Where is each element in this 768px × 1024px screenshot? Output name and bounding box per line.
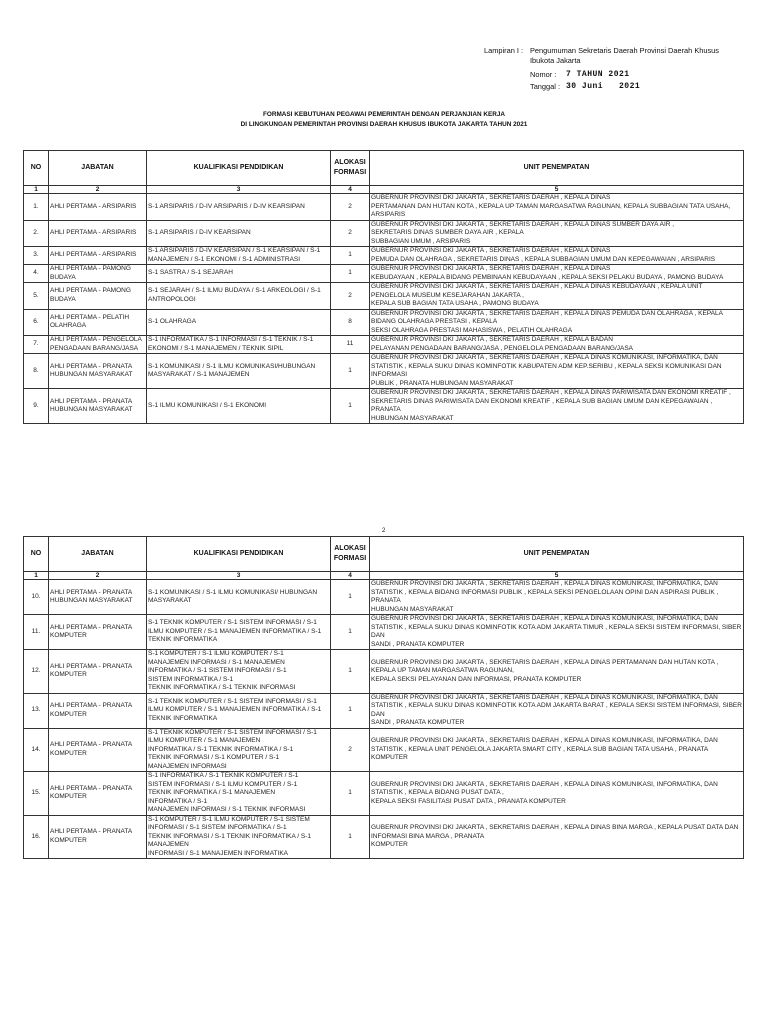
cell-unit-penempatan: GUBERNUR PROVINSI DKI JAKARTA , SEKRETARIS DAERAH , KEPALA DINAS KOMUNIKASI, INFORMATIKA, DAN STATISTIK , KEPALA SUKU DINAS KOMINFOTIK KOTA ADM JAKARTA TIMUR , KEPALA SEKSI SISTEM INFORMASI, SIBER DAN SANDI , PRANATA KOMPUTER <box>370 615 744 650</box>
cell-jabatan: AHLI PERTAMA - PRANATA KOMPUTER <box>49 728 147 772</box>
cell-kualifikasi: S-1 TEKNIK KOMPUTER / S-1 SISTEM INFORMASI / S-1 ILMU KOMPUTER / S-1 MANAJEMEN INFORMATIKA / S-1 TEKNIK INFORMATIKA / S-1 TEKNIK INFORMASI / S-1 KOMPUTER / S-1 MANAJEMEN INFORMASI <box>147 728 331 772</box>
cell-jabatan: AHLI PERTAMA - PENGELOLA PENGADAAN BARANG/JASA <box>49 336 147 354</box>
cell-alokasi: 1 <box>331 247 370 265</box>
table-row <box>24 693 744 728</box>
col-number-2: 2 <box>49 186 147 194</box>
table-row <box>24 194 744 221</box>
nomor-block <box>530 69 640 93</box>
col-number-1: 1 <box>24 572 49 580</box>
cell-no: 6. <box>24 309 49 336</box>
col-header-alokasi: ALOKASI FORMASI <box>331 151 370 186</box>
cell-no: 13. <box>24 693 49 728</box>
col-number-4: 4 <box>331 572 370 580</box>
cell-alokasi: 8 <box>331 309 370 336</box>
cell-jabatan: AHLI PERTAMA - PAMONG BUDAYA <box>49 265 147 283</box>
table-row <box>24 615 744 650</box>
col-header-jabatan: JABATAN <box>49 151 147 186</box>
cell-kualifikasi: S-1 ARSIPARIS / D-IV KEARSIPAN / S-1 KEARSIPAN / S-1 MANAJEMEN / S-1 EKONOMI / S-1 ADMINISTRASI <box>147 247 331 265</box>
table-row <box>24 265 744 283</box>
table-1-body <box>24 194 744 424</box>
cell-unit-penempatan: GUBERNUR PROVINSI DKI JAKARTA , SEKRETARIS DAERAH , KEPALA DINAS KOMUNIKASI, INFORMATIKA, DAN STATISTIK , KEPALA UNIT PENGELOLA JAKARTA SMART CITY , KEPALA SUB BAGIAN TATA USAHA , PRANATA KOMPUTER <box>370 728 744 772</box>
cell-jabatan: AHLI PERTAMA - ARSIPARIS <box>49 194 147 221</box>
cell-kualifikasi: S-1 KOMUNIKASI / S-1 ILMU KOMUNIKASI/HUBUNGAN MASYARAKAT / S-1 MANAJEMEN <box>147 354 331 389</box>
cell-jabatan: AHLI PERTAMA - PRANATA HUBUNGAN MASYARAKAT <box>49 354 147 389</box>
cell-no: 4. <box>24 265 49 283</box>
cell-kualifikasi: S-1 ARSIPARIS / D-IV KEARSIPAN <box>147 220 331 247</box>
table-row <box>24 220 744 247</box>
table-row <box>24 580 744 615</box>
cell-unit-penempatan: GUBERNUR PROVINSI DKI JAKARTA , SEKRETARIS DAERAH , KEPALA DINAS KOMUNIKASI, INFORMATIKA, DAN STATISTIK , KEPALA BIDANG INFORMASI PUBLIK , KEPALA SEKSI PENGELOLAAN OPINI DAN ASPIRASI PUBLIK , PRANATA HUBUNGAN MASYARAKAT <box>370 580 744 615</box>
cell-alokasi: 1 <box>331 580 370 615</box>
cell-no: 3. <box>24 247 49 265</box>
cell-alokasi: 1 <box>331 693 370 728</box>
cell-no: 8. <box>24 354 49 389</box>
table-2-body <box>24 580 744 859</box>
col-number-5: 5 <box>370 572 744 580</box>
col-header-kualifikasi: KUALIFIKASI PENDIDIKAN <box>147 537 331 572</box>
col-number-5: 5 <box>370 186 744 194</box>
cell-kualifikasi: S-1 SEJARAH / S-1 ILMU BUDAYA / S-1 ARKEOLOGI / S-1 ANTROPOLOGI <box>147 283 331 310</box>
cell-kualifikasi: S-1 KOMPUTER / S-1 ILMU KOMPUTER / S-1 SISTEM INFORMASI / S-1 SISTEM INFORMATIKA / S-1 TEKNIK INFORMASI / S-1 TEKNIK INFORMATIKA / S-1 MANAJEMEN INFORMASI / S-1 MANAJEMEN INFORMATIKA <box>147 815 331 859</box>
cell-unit-penempatan: GUBERNUR PROVINSI DKI JAKARTA , SEKRETARIS DAERAH , KEPALA DINAS PEMUDA DAN OLAHRAGA , SEKRETARIS DINAS , KEPALA SUBBAGIAN UMUM DAN KEPEGAWAIAN , ARSIPARIS <box>370 247 744 265</box>
table-row <box>24 772 744 816</box>
lampiran-label: Lampiran I : <box>484 46 524 55</box>
table-row <box>24 247 744 265</box>
cell-unit-penempatan: GUBERNUR PROVINSI DKI JAKARTA , SEKRETARIS DAERAH , KEPALA DINAS PERTAMANAN DAN HUTAN KOTA , KEPALA UP TAMAN MARGASATWA RAGUNAN, KEPALA SEKSI PELAYANAN DAN INFORMASI, PRANATA KOMPUTER <box>370 650 744 694</box>
cell-jabatan: AHLI PERTAMA - ARSIPARIS <box>49 247 147 265</box>
tanggal-value: 30 Juni 2021 <box>566 82 641 91</box>
cell-no: 11. <box>24 615 49 650</box>
cell-no: 14. <box>24 728 49 772</box>
cell-jabatan: AHLI PERTAMA - PRANATA KOMPUTER <box>49 815 147 859</box>
table-row <box>24 650 744 694</box>
cell-alokasi: 2 <box>331 220 370 247</box>
cell-alokasi: 1 <box>331 354 370 389</box>
cell-no: 12. <box>24 650 49 694</box>
table-row <box>24 354 744 389</box>
formasi-table-2 <box>23 536 744 859</box>
document-title: FORMASI KEBUTUHAN PEGAWAI PEMERINTAH DENGAN PERJANJIAN KERJA <box>262 111 506 118</box>
cell-kualifikasi: S-1 TEKNIK KOMPUTER / S-1 SISTEM INFORMASI / S-1 ILMU KOMPUTER / S-1 MANAJEMEN INFORMATIKA / S-1 TEKNIK INFORMATIKA <box>147 693 331 728</box>
cell-jabatan: AHLI PERTAMA - PRANATA HUBUNGAN MASYARAKAT <box>49 389 147 424</box>
cell-unit-penempatan: GUBERNUR PROVINSI DKI JAKARTA , SEKRETARIS DAERAH , KEPALA DINAS PARIWISATA DAN EKONOMI KREATIF , SEKRETARIS DINAS PARIWISATA DAN EKONOMI KREATIF , KEPALA SUB BAGIAN UMUM DAN KEPEGAWAIAN , PRANATA HUBUNGAN MASYARAKAT <box>370 389 744 424</box>
col-number-3: 3 <box>147 186 331 194</box>
cell-no: 15. <box>24 772 49 816</box>
cell-jabatan: AHLI PERTAMA - PRANATA KOMPUTER <box>49 615 147 650</box>
cell-jabatan: AHLI PERTAMA - PRANATA KOMPUTER <box>49 693 147 728</box>
col-number-4: 4 <box>331 186 370 194</box>
col-number-3: 3 <box>147 572 331 580</box>
cell-alokasi: 1 <box>331 265 370 283</box>
page-number: 2 <box>382 528 386 534</box>
document-subtitle: DI LINGKUNGAN PEMERINTAH PROVINSI DAERAH KHUSUS IBUKOTA JAKARTA TAHUN 2021 <box>240 121 528 128</box>
cell-alokasi: 1 <box>331 772 370 816</box>
cell-unit-penempatan: GUBERNUR PROVINSI DKI JAKARTA , SEKRETARIS DAERAH , KEPALA BADAN PELAYANAN PENGADAAN BARANG/JASA , PENGELOLA PENGADAAN BARANG/JASA <box>370 336 744 354</box>
col-header-jabatan: JABATAN <box>49 537 147 572</box>
cell-kualifikasi: S-1 OLAHRAGA <box>147 309 331 336</box>
cell-jabatan: AHLI PERTAMA - ARSIPARIS <box>49 220 147 247</box>
cell-unit-penempatan: GUBERNUR PROVINSI DKI JAKARTA , SEKRETARIS DAERAH , KEPALA DINAS KEBUDAYAAN , KEPALA UNIT PENGELOLA MUSEUM KESEJARAHAN JAKARTA , KEPALA SUB BAGIAN TATA USAHA , PAMONG BUDAYA <box>370 283 744 310</box>
cell-alokasi: 1 <box>331 615 370 650</box>
cell-kualifikasi: S-1 SASTRA / S-1 SEJARAH <box>147 265 331 283</box>
nomor-value: 7 TAHUN 2021 <box>566 70 630 79</box>
cell-unit-penempatan: GUBERNUR PROVINSI DKI JAKARTA , SEKRETARIS DAERAH , KEPALA DINAS PERTAMANAN DAN HUTAN KOTA , KEPALA UP TAMAN MARGASATWA RAGUNAN, KEPALA SUBBAGIAN TATA USAHA, ARSIPARIS <box>370 194 744 221</box>
cell-kualifikasi: S-1 ARSIPARIS / D-IV ARSIPARIS / D-IV KEARSIPAN <box>147 194 331 221</box>
cell-unit-penempatan: GUBERNUR PROVINSI DKI JAKARTA , SEKRETARIS DAERAH , KEPALA DINAS KEBUDAYAAN , KEPALA BIDANG PEMBINAAN KEBUDAYAAN , KEPALA SEKSI PELAKU BUDAYA , PAMONG BUDAYA <box>370 265 744 283</box>
col-header-kualifikasi: KUALIFIKASI PENDIDIKAN <box>147 151 331 186</box>
cell-alokasi: 2 <box>331 283 370 310</box>
cell-kualifikasi: S-1 ILMU KOMUNIKASI / S-1 EKONOMI <box>147 389 331 424</box>
cell-unit-penempatan: GUBERNUR PROVINSI DKI JAKARTA , SEKRETARIS DAERAH , KEPALA DINAS KOMUNIKASI, INFORMATIKA, DAN STATISTIK , KEPALA SUKU DINAS KOMINFOTIK KOTA ADM JAKARTA BARAT , KEPALA SEKSI SISTEM INFORMASI, SIBER DAN SANDI , PRANATA KOMPUTER <box>371 693 742 726</box>
cell-unit-penempatan: GUBERNUR PROVINSI DKI JAKARTA , SEKRETARIS DAERAH , KEPALA DINAS SUMBER DAYA AIR , SEKRETARIS DINAS SUMBER DAYA AIR , KEPALA SUBBAGIAN UMUM , ARSIPARIS <box>370 220 744 247</box>
table-row <box>24 283 744 310</box>
cell-jabatan: AHLI PERTAMA - PRANATA KOMPUTER <box>49 772 147 816</box>
cell-alokasi: 11 <box>331 336 370 354</box>
nomor-label: Nomor : <box>530 70 557 79</box>
cell-unit-penempatan: GUBERNUR PROVINSI DKI JAKARTA , SEKRETARIS DAERAH , KEPALA DINAS PEMUDA DAN OLAHRAGA , KEPALA BIDANG OLAHRAGA PRESTASI , KEPALA SEKSI OLAHRAGA PRESTASI MAHASISWA , PELATIH OLAHRAGA <box>370 309 744 336</box>
cell-kualifikasi: S-1 INFORMATIKA / S-1 INFORMASI / S-1 TEKNIK / S-1 EKONOMI / S-1 MANAJEMEN / TEKNIK SIPIL <box>147 336 331 354</box>
cell-alokasi: 1 <box>331 650 370 694</box>
cell-no: 9. <box>24 389 49 424</box>
cell-no: 10. <box>24 580 49 615</box>
cell-kualifikasi: S-1 TEKNIK KOMPUTER / S-1 SISTEM INFORMASI / S-1 ILMU KOMPUTER / S-1 MANAJEMEN INFORMATIKA / S-1 TEKNIK INFORMATIKA <box>147 615 331 650</box>
lampiran-value: Pengumuman Sekretaris Daerah Provinsi Daerah Khusus Ibukota Jakarta <box>530 46 719 65</box>
col-header-unit: UNIT PENEMPATAN <box>370 537 744 572</box>
col-number-1: 1 <box>24 186 49 194</box>
cell-no: 16. <box>24 815 49 859</box>
cell-alokasi: 1 <box>331 815 370 859</box>
cell-kualifikasi: S-1 KOMUNIKASI / S-1 ILMU KOMUNIKASI/ HUBUNGAN MASYARAKAT <box>147 580 331 615</box>
table-row <box>24 309 744 336</box>
table-row <box>24 336 744 354</box>
cell-kualifikasi: S-1 INFORMATIKA / S-1 TEKNIK KOMPUTER / S-1 SISTEM INFORMASI / S-1 ILMU KOMPUTER / S-1 TEKNIK INFORMATIKA / S-1 MANAJEMEN INFORMATIKA / S-1 MANAJEMEN INFORMASI / S-1 TEKNIK INFORMASI <box>147 772 331 816</box>
cell-jabatan: AHLI PERTAMA - PRANATA KOMPUTER <box>49 650 147 694</box>
cell-alokasi: 2 <box>331 194 370 221</box>
tanggal-label: Tanggal : <box>530 82 560 91</box>
cell-no: 1. <box>24 194 49 221</box>
cell-kualifikasi: S-1 KOMPUTER / S-1 ILMU KOMPUTER / S-1 MANAJEMEN INFORMASI / S-1 MANAJEMEN INFORMATIKA / S-1 SISTEM INFORMASI / S-1 SISTEM INFORMATIKA / S-1 TEKNIK INFORMATIKA / S-1 TEKNIK INFORMASI <box>147 650 331 694</box>
table-row <box>24 815 744 859</box>
cell-no: 7. <box>24 336 49 354</box>
cell-no: 2. <box>24 220 49 247</box>
col-header-no: NO <box>24 537 49 572</box>
cell-jabatan: AHLI PERTAMA - PELATIH OLAHRAGA <box>49 309 147 336</box>
col-number-2: 2 <box>49 572 147 580</box>
cell-unit-penempatan: GUBERNUR PROVINSI DKI JAKARTA , SEKRETARIS DAERAH , KEPALA DINAS BINA MARGA , KEPALA PUSAT DATA DAN INFORMASI BINA MARGA , PRANATA KOMPUTER <box>370 815 744 859</box>
cell-unit-penempatan: GUBERNUR PROVINSI DKI JAKARTA , SEKRETARIS DAERAH , KEPALA DINAS KOMUNIKASI, INFORMATIKA, DAN STATISTIK , KEPALA BIDANG PUSAT DATA , KEPALA SEKSI FASILITASI PUSAT DATA , PRANATA KOMPUTER <box>370 772 744 816</box>
cell-jabatan: AHLI PERTAMA - PRANATA HUBUNGAN MASYARAKAT <box>49 580 147 615</box>
cell-unit-penempatan: GUBERNUR PROVINSI DKI JAKARTA , SEKRETARIS DAERAH , KEPALA DINAS KOMUNIKASI, INFORMATIKA, DAN STATISTIK , KEPALA SUKU DINAS KOMINFOTIK KABUPATEN ADM KEP.SERIBU , KEPALA SEKSI KOMUNIKASI DAN INFORMASI PUBLIK , PRANATA HUBUNGAN MASYARAKAT <box>370 354 744 389</box>
table-row <box>24 728 744 772</box>
formasi-table-1 <box>23 150 744 424</box>
cell-alokasi: 1 <box>331 389 370 424</box>
col-header-no: NO <box>24 151 49 186</box>
table-row <box>24 389 744 424</box>
cell-jabatan: AHLI PERTAMA - PAMONG BUDAYA <box>49 283 147 310</box>
cell-alokasi: 2 <box>331 728 370 772</box>
col-header-alokasi: ALOKASI FORMASI <box>331 537 370 572</box>
col-header-unit: UNIT PENEMPATAN <box>370 151 744 186</box>
cell-no: 5. <box>24 283 49 310</box>
